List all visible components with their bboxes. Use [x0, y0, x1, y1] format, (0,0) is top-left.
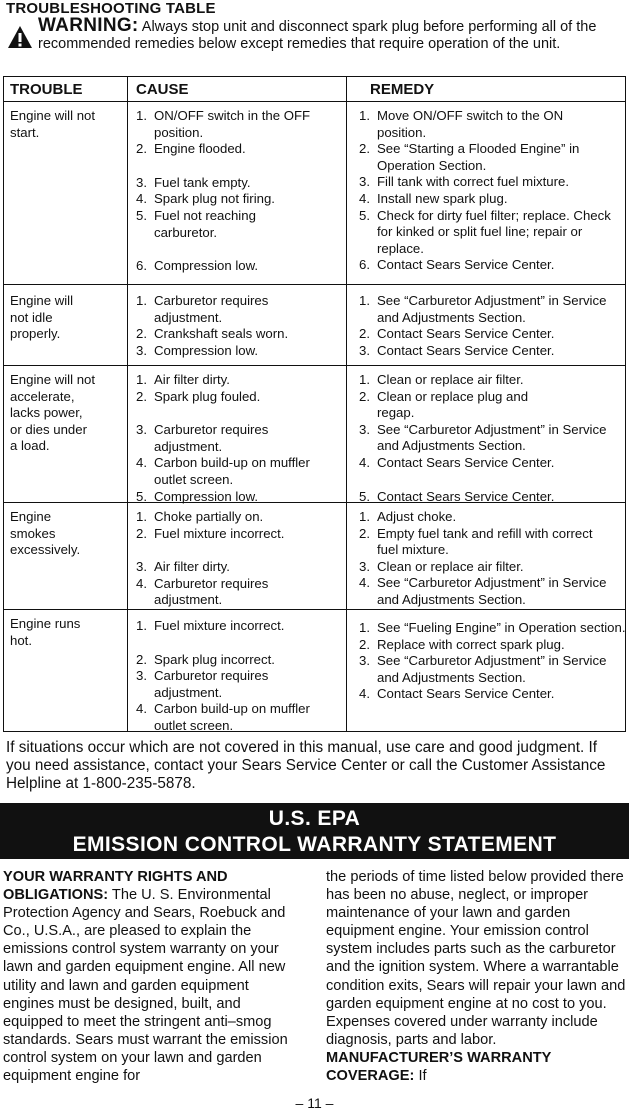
- remedy-item: [359, 389, 542, 422]
- table-row-remedies: [359, 509, 621, 609]
- warning-body: Always stop unit and disconnect spark plug before performing all of the recommended remedies below except remedies that require operation of the unit.: [38, 19, 597, 52]
- item-text: See “Starting a Flooded Engine” in Operation Section.: [377, 141, 580, 173]
- item-number: 4.: [136, 455, 147, 471]
- trouble-line: smokes: [10, 525, 56, 541]
- troubleshooting-table: [3, 76, 626, 732]
- item-text: Carburetor requires adjustment.: [154, 668, 269, 700]
- warranty-col2-tail: If: [414, 1068, 427, 1085]
- item-text: ON/OFF switch in the OFF position.: [154, 108, 311, 140]
- item-number: 2.: [136, 388, 147, 404]
- item-text: Fuel mixture incorrect.: [154, 525, 285, 541]
- item-number: 2.: [359, 636, 370, 652]
- item-number: 2.: [359, 525, 370, 541]
- item-number: 3.: [359, 558, 370, 574]
- item-number: 5.: [359, 488, 370, 504]
- cause-item: [136, 559, 344, 576]
- remedy-item: [359, 575, 617, 608]
- remedy-item: [359, 293, 617, 326]
- item-number: 6.: [136, 258, 147, 274]
- item-text: See “Carburetor Adjustment” in Service and Adjustments Section.: [377, 575, 607, 607]
- trouble-line: not idle: [10, 309, 53, 325]
- item-number: 3.: [136, 559, 147, 575]
- warning-label: WARNING:: [38, 15, 139, 36]
- epa-banner: [0, 803, 629, 859]
- item-number: 4.: [359, 686, 370, 702]
- item-text: Compression low.: [154, 342, 259, 358]
- item-number: 1.: [359, 293, 370, 308]
- item-number: 3.: [136, 668, 147, 684]
- item-text: Replace with correct spark plug.: [377, 636, 565, 652]
- item-text: Install new spark plug.: [377, 190, 508, 206]
- item-number: 2.: [136, 141, 147, 157]
- item-number: 1.: [136, 108, 147, 123]
- cause-item: [136, 108, 344, 141]
- remedy-item: [359, 653, 617, 686]
- cause-item: [136, 422, 334, 455]
- table-row-trouble: [10, 293, 122, 343]
- column-divider: [346, 77, 347, 731]
- item-text: Move ON/OFF switch to the ON position.: [377, 108, 564, 140]
- cause-item: [136, 175, 344, 192]
- item-text: Fuel tank empty.: [154, 174, 251, 190]
- trouble-line: hot.: [10, 632, 32, 648]
- cause-item: [136, 293, 334, 326]
- item-text: See “Carburetor Adjustment” in Service and Adjustments Section.: [377, 293, 607, 325]
- assistance-note: If situations occur which are not covered in this manual, use care and good judgment. If you need assistance, contact your Sears Service Center or call the Customer Assistance Helpline at 1-800-235-5878.: [6, 739, 606, 792]
- item-text: Contact Sears Service Center.: [377, 342, 555, 358]
- item-text: Fuel mixture incorrect.: [154, 618, 285, 633]
- remedy-item: [359, 422, 617, 455]
- row-divider: [4, 284, 625, 285]
- item-number: 3.: [359, 653, 370, 669]
- cause-item: [136, 372, 344, 389]
- item-number: 4.: [359, 575, 370, 591]
- trouble-line: Engine will not: [10, 372, 96, 387]
- item-text: Empty fuel tank and refill with correct fuel mixture.: [377, 525, 593, 558]
- item-text: Compression low.: [154, 488, 259, 504]
- cause-item: [136, 668, 334, 701]
- cause-item: [136, 455, 324, 488]
- remedy-item: [359, 191, 621, 208]
- item-text: Carbon build-up on muffler outlet screen.: [154, 701, 310, 733]
- item-number: 2.: [136, 651, 147, 667]
- item-text: Clean or replace plug and regap.: [377, 388, 529, 421]
- remedy-item: [359, 141, 607, 174]
- trouble-line: a load.: [10, 438, 50, 454]
- table-row-remedies: [359, 293, 621, 359]
- item-text: Check for dirty fuel filter; replace. Check for kinked or split fuel line; repair or replace.: [377, 207, 611, 256]
- header-remedy: REMEDY: [370, 81, 435, 98]
- trouble-line: properly.: [10, 326, 61, 342]
- item-number: 1.: [359, 509, 370, 524]
- item-text: Contact Sears Service Center.: [377, 686, 555, 702]
- warning-triangle-icon: [7, 25, 33, 49]
- remedy-item: [359, 372, 621, 389]
- trouble-line: Engine: [10, 509, 52, 524]
- remedy-item: [359, 208, 621, 258]
- table-row-remedies: [359, 372, 621, 505]
- remedy-item: [359, 257, 621, 274]
- warranty-col1-text: The U. S. Environmental Protection Agency and Sears, Roebuck and Co., U.S.A., are pleased to explain the emissions control system warranty on your lawn and garden equipment engine. All new utility and lawn and garden equipment engines must be designed, built, and equipped to meet the stringent anti–smog standards. Sears must warrant the emission control system on your lawn and garden equipment engine for: [3, 887, 288, 1085]
- remedy-item: [359, 526, 602, 559]
- trouble-line: or dies under: [10, 421, 87, 437]
- item-number: 3.: [136, 422, 147, 438]
- item-number: 4.: [136, 191, 147, 207]
- table-row-trouble: [10, 509, 122, 559]
- item-number: 5.: [136, 488, 147, 504]
- trouble-line: start.: [10, 124, 40, 140]
- trouble-line: lacks power,: [10, 405, 83, 421]
- item-text: Spark plug incorrect.: [154, 651, 275, 667]
- item-number: 1.: [359, 620, 370, 635]
- trouble-line: Engine will: [10, 293, 74, 308]
- table-row-causes: [136, 618, 344, 735]
- item-text: Clean or replace air filter.: [377, 372, 524, 387]
- trouble-line: Engine will not: [10, 108, 96, 123]
- item-text: Choke partially on.: [154, 509, 264, 524]
- item-number: 3.: [359, 342, 370, 358]
- item-number: 1.: [136, 509, 147, 524]
- item-text: Air filter dirty.: [154, 559, 230, 575]
- item-number: 5.: [136, 207, 147, 223]
- remedy-item: [359, 108, 602, 141]
- remedy-item: [359, 326, 621, 343]
- item-number: 3.: [359, 421, 370, 437]
- item-text: See “Carburetor Adjustment” in Service and Adjustments Section.: [377, 653, 607, 685]
- item-number: 4.: [136, 575, 147, 591]
- item-number: 2.: [359, 326, 370, 342]
- remedy-item: [359, 686, 621, 703]
- table-row-trouble: [10, 372, 122, 455]
- cause-item: [136, 576, 334, 609]
- item-number: 6.: [359, 257, 370, 273]
- remedy-item: [359, 620, 627, 637]
- item-number: 4.: [359, 190, 370, 206]
- cause-item: [136, 326, 344, 343]
- table-row-causes: [136, 293, 344, 359]
- item-number: 1.: [136, 293, 147, 308]
- remedy-item: [359, 343, 621, 360]
- warranty-column-2: [326, 868, 628, 1085]
- row-divider: [4, 365, 625, 366]
- warning-text: [38, 17, 618, 53]
- table-row-causes: [136, 372, 344, 505]
- cause-item: [136, 343, 344, 360]
- item-number: 5.: [359, 207, 370, 223]
- item-text: Contact Sears Service Center.: [377, 488, 555, 504]
- item-text: Fuel not reaching carburetor.: [154, 207, 256, 240]
- remedy-item: [359, 509, 621, 526]
- item-text: Carburetor requires adjustment.: [154, 422, 269, 454]
- table-row-remedies: [359, 620, 626, 703]
- cause-item: [136, 652, 344, 669]
- item-number: 2.: [359, 388, 370, 404]
- trouble-line: excessively.: [10, 542, 81, 558]
- remedy-item: [359, 637, 621, 654]
- page-title: TROUBLESHOOTING TABLE: [6, 0, 216, 17]
- column-divider: [127, 77, 128, 731]
- item-number: 2.: [136, 525, 147, 541]
- item-number: 2.: [359, 141, 370, 157]
- cause-item: [136, 509, 344, 526]
- item-text: Contact Sears Service Center.: [377, 257, 555, 273]
- item-number: 3.: [136, 174, 147, 190]
- cause-item: [136, 208, 304, 241]
- item-text: Carburetor requires adjustment.: [154, 575, 269, 608]
- item-text: Air filter dirty.: [154, 372, 230, 387]
- table-row-causes: [136, 108, 344, 275]
- item-text: Adjust choke.: [377, 509, 457, 524]
- item-number: 3.: [359, 174, 370, 190]
- table-row-trouble: [10, 108, 122, 141]
- warranty-col2-text: the periods of time listed below provided there has been no abuse, neglect, or improper maintenance of your lawn and garden equipment engine. Your emission control system includes parts such as the carburetor and the ignition system. Where a warrantable condition exits, Sears will repair your lawn and garden equipment engine at no cost to you. Expenses covered under warranty include diagnosis, parts and labor.: [326, 869, 626, 1048]
- banner-line-2: EMISSION CONTROL WARRANTY STATEMENT: [72, 833, 557, 856]
- cause-item: [136, 191, 344, 208]
- item-text: Crankshaft seals worn.: [154, 326, 289, 342]
- warranty-heading: YOUR WARRANTY RIGHTS AND OBLIGATIONS:: [3, 869, 228, 904]
- cause-item: [136, 258, 344, 275]
- item-number: 4.: [359, 454, 370, 470]
- cause-item: [136, 618, 344, 635]
- trouble-line: Engine runs: [10, 616, 81, 631]
- row-divider: [4, 609, 625, 610]
- remedy-item: [359, 489, 621, 506]
- item-number: 1.: [359, 108, 370, 123]
- page-number: – 11 –: [295, 1095, 334, 1111]
- item-text: Clean or replace air filter.: [377, 558, 524, 574]
- header-trouble: TROUBLE: [10, 81, 83, 98]
- item-number: 2.: [136, 326, 147, 342]
- item-text: Compression low.: [154, 258, 259, 274]
- item-number: 3.: [136, 342, 147, 358]
- item-text: See “Carburetor Adjustment” in Service and Adjustments Section.: [377, 421, 607, 454]
- item-text: Contact Sears Service Center.: [377, 326, 555, 342]
- item-number: 1.: [359, 372, 370, 387]
- header-cause: CAUSE: [136, 81, 189, 98]
- item-text: Carburetor requires adjustment.: [154, 293, 269, 325]
- item-number: 1.: [136, 618, 147, 633]
- cause-item: [136, 389, 344, 406]
- remedy-item: [359, 559, 621, 576]
- table-row-causes: [136, 509, 344, 609]
- table-header: [4, 77, 625, 101]
- warranty-coverage-heading: MANUFACTURER’S WARRANTY COVERAGE:: [326, 1049, 552, 1085]
- item-text: Spark plug not firing.: [154, 191, 275, 207]
- remedy-item: [359, 455, 621, 472]
- item-text: Engine flooded.: [154, 141, 246, 157]
- item-text: See “Fueling Engine” in Operation section.: [377, 620, 626, 635]
- trouble-line: accelerate,: [10, 388, 75, 404]
- item-number: 1.: [136, 372, 147, 387]
- row-divider: [4, 101, 625, 102]
- cause-item: [136, 141, 344, 158]
- item-text: Spark plug fouled.: [154, 388, 261, 404]
- warranty-column-1: [3, 868, 303, 1085]
- cause-item: [136, 489, 344, 506]
- table-row-trouble: [10, 616, 122, 649]
- table-row-remedies: [359, 108, 621, 274]
- banner-line-1: U.S. EPA: [268, 807, 361, 830]
- item-text: Contact Sears Service Center.: [377, 454, 555, 470]
- cause-item: [136, 701, 334, 734]
- item-text: Carbon build-up on muffler outlet screen.: [154, 455, 310, 487]
- remedy-item: [359, 174, 621, 191]
- item-number: 4.: [136, 701, 147, 717]
- item-text: Fill tank with correct fuel mixture.: [377, 174, 570, 190]
- cause-item: [136, 526, 344, 543]
